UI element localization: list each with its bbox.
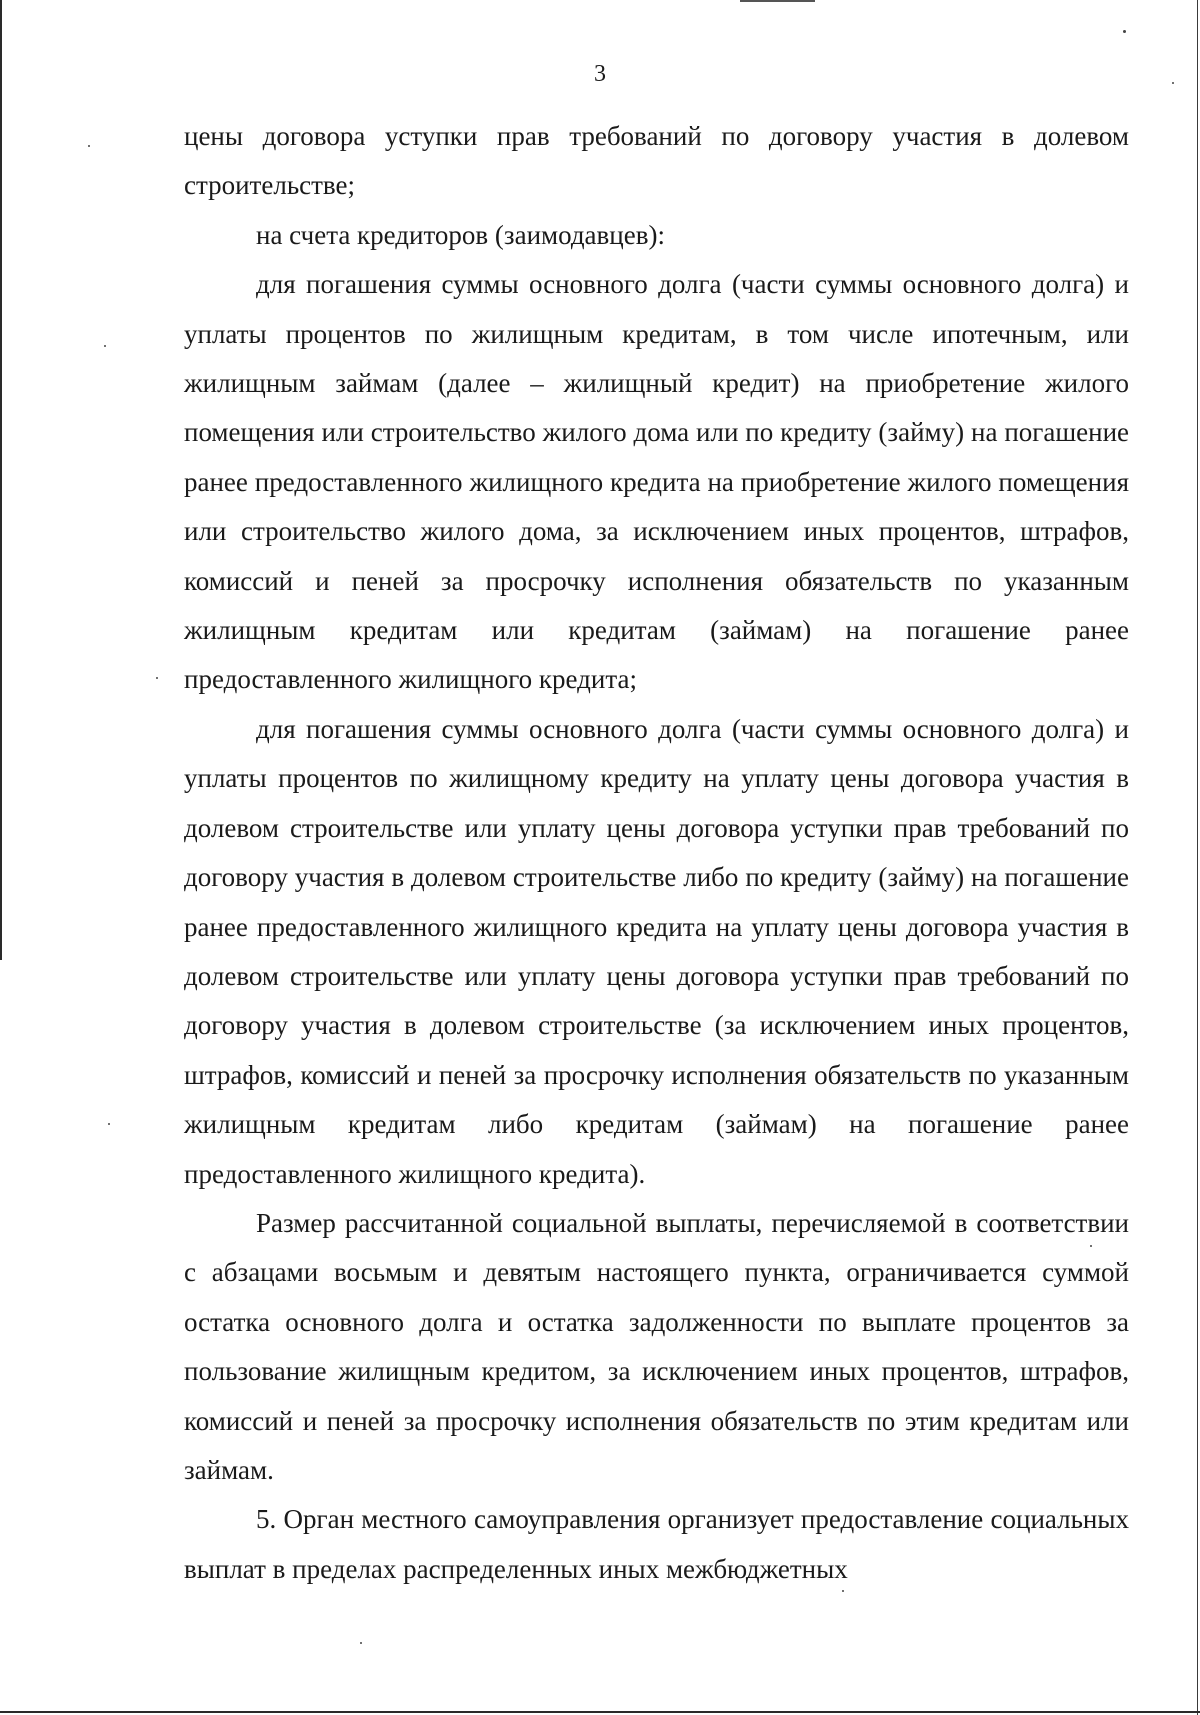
scan-edge-right [1197, 0, 1198, 1715]
document-body [184, 112, 1129, 1594]
scan-speck [156, 677, 158, 679]
scan-speck [1123, 30, 1126, 33]
page-number: 3 [594, 61, 606, 87]
scan-speck [360, 1642, 362, 1644]
paragraph-continuation: цены договора уступки прав требований по договору участия в долевом строительстве; [184, 121, 1129, 201]
paragraph: для погашения суммы основного долга (части суммы основного долга) и уплаты процентов по жилищному кредиту на уплату цены договора участия в долевом строительстве или уплату цены договора уступки прав требований по договору участия в долевом строительстве либо по кредиту (займу) на погашение ранее предоставленного жилищного кредита на уплату цены договора участия в долевом строительстве или уплату цены договора уступки прав требований по договору участия в долевом строительстве (за исключением иных процентов, штрафов, комиссий и пеней за просрочку исполнения обязательств по указанным жилищным кредитам либо кредитам (займам) на погашение ранее предоставленного жилищного кредита). [184, 713, 1129, 1189]
scan-speck [88, 145, 90, 147]
scan-edge-left [0, 0, 2, 960]
scan-speck [104, 345, 106, 347]
paragraph: Размер рассчитанной социальной выплаты, перечисляемой в соответствии с абзацами восьмым и девятым настоящего пункта, ограничивается суммой остатка основного долга и остатка задолженности по выплате процентов за пользование жилищным кредитом, за исключением иных процентов, штрафов, комиссий и пеней за просрочку исполнения обязательств по этим кредитам или займам. [184, 1207, 1129, 1485]
scan-edge-top [740, 0, 815, 2]
paragraph: на счета кредиторов (заимодавцев): [256, 219, 665, 250]
scan-speck [108, 1123, 110, 1125]
paragraph: 5. Орган местного самоуправления организует предоставление социальных выплат в пределах распределенных иных межбюджетных [184, 1504, 1129, 1584]
paragraph: для погашения суммы основного долга (части суммы основного долга) и уплаты процентов по жилищным кредитам, в том числе ипотечным, или жилищным займам (далее – жилищный кредит) на приобретение жилого помещения или строительство жилого дома или по кредиту (займу) на погашение ранее предоставленного жилищного кредита на приобретение жилого помещения или строительство жилого дома, за исключением иных процентов, штрафов, комиссий и пеней за просрочку исполнения обязательств по указанным жилищным кредитам или кредитам (займам) на погашение ранее предоставленного жилищного кредита; [184, 269, 1129, 695]
scan-edge-bottom [0, 1711, 1200, 1713]
